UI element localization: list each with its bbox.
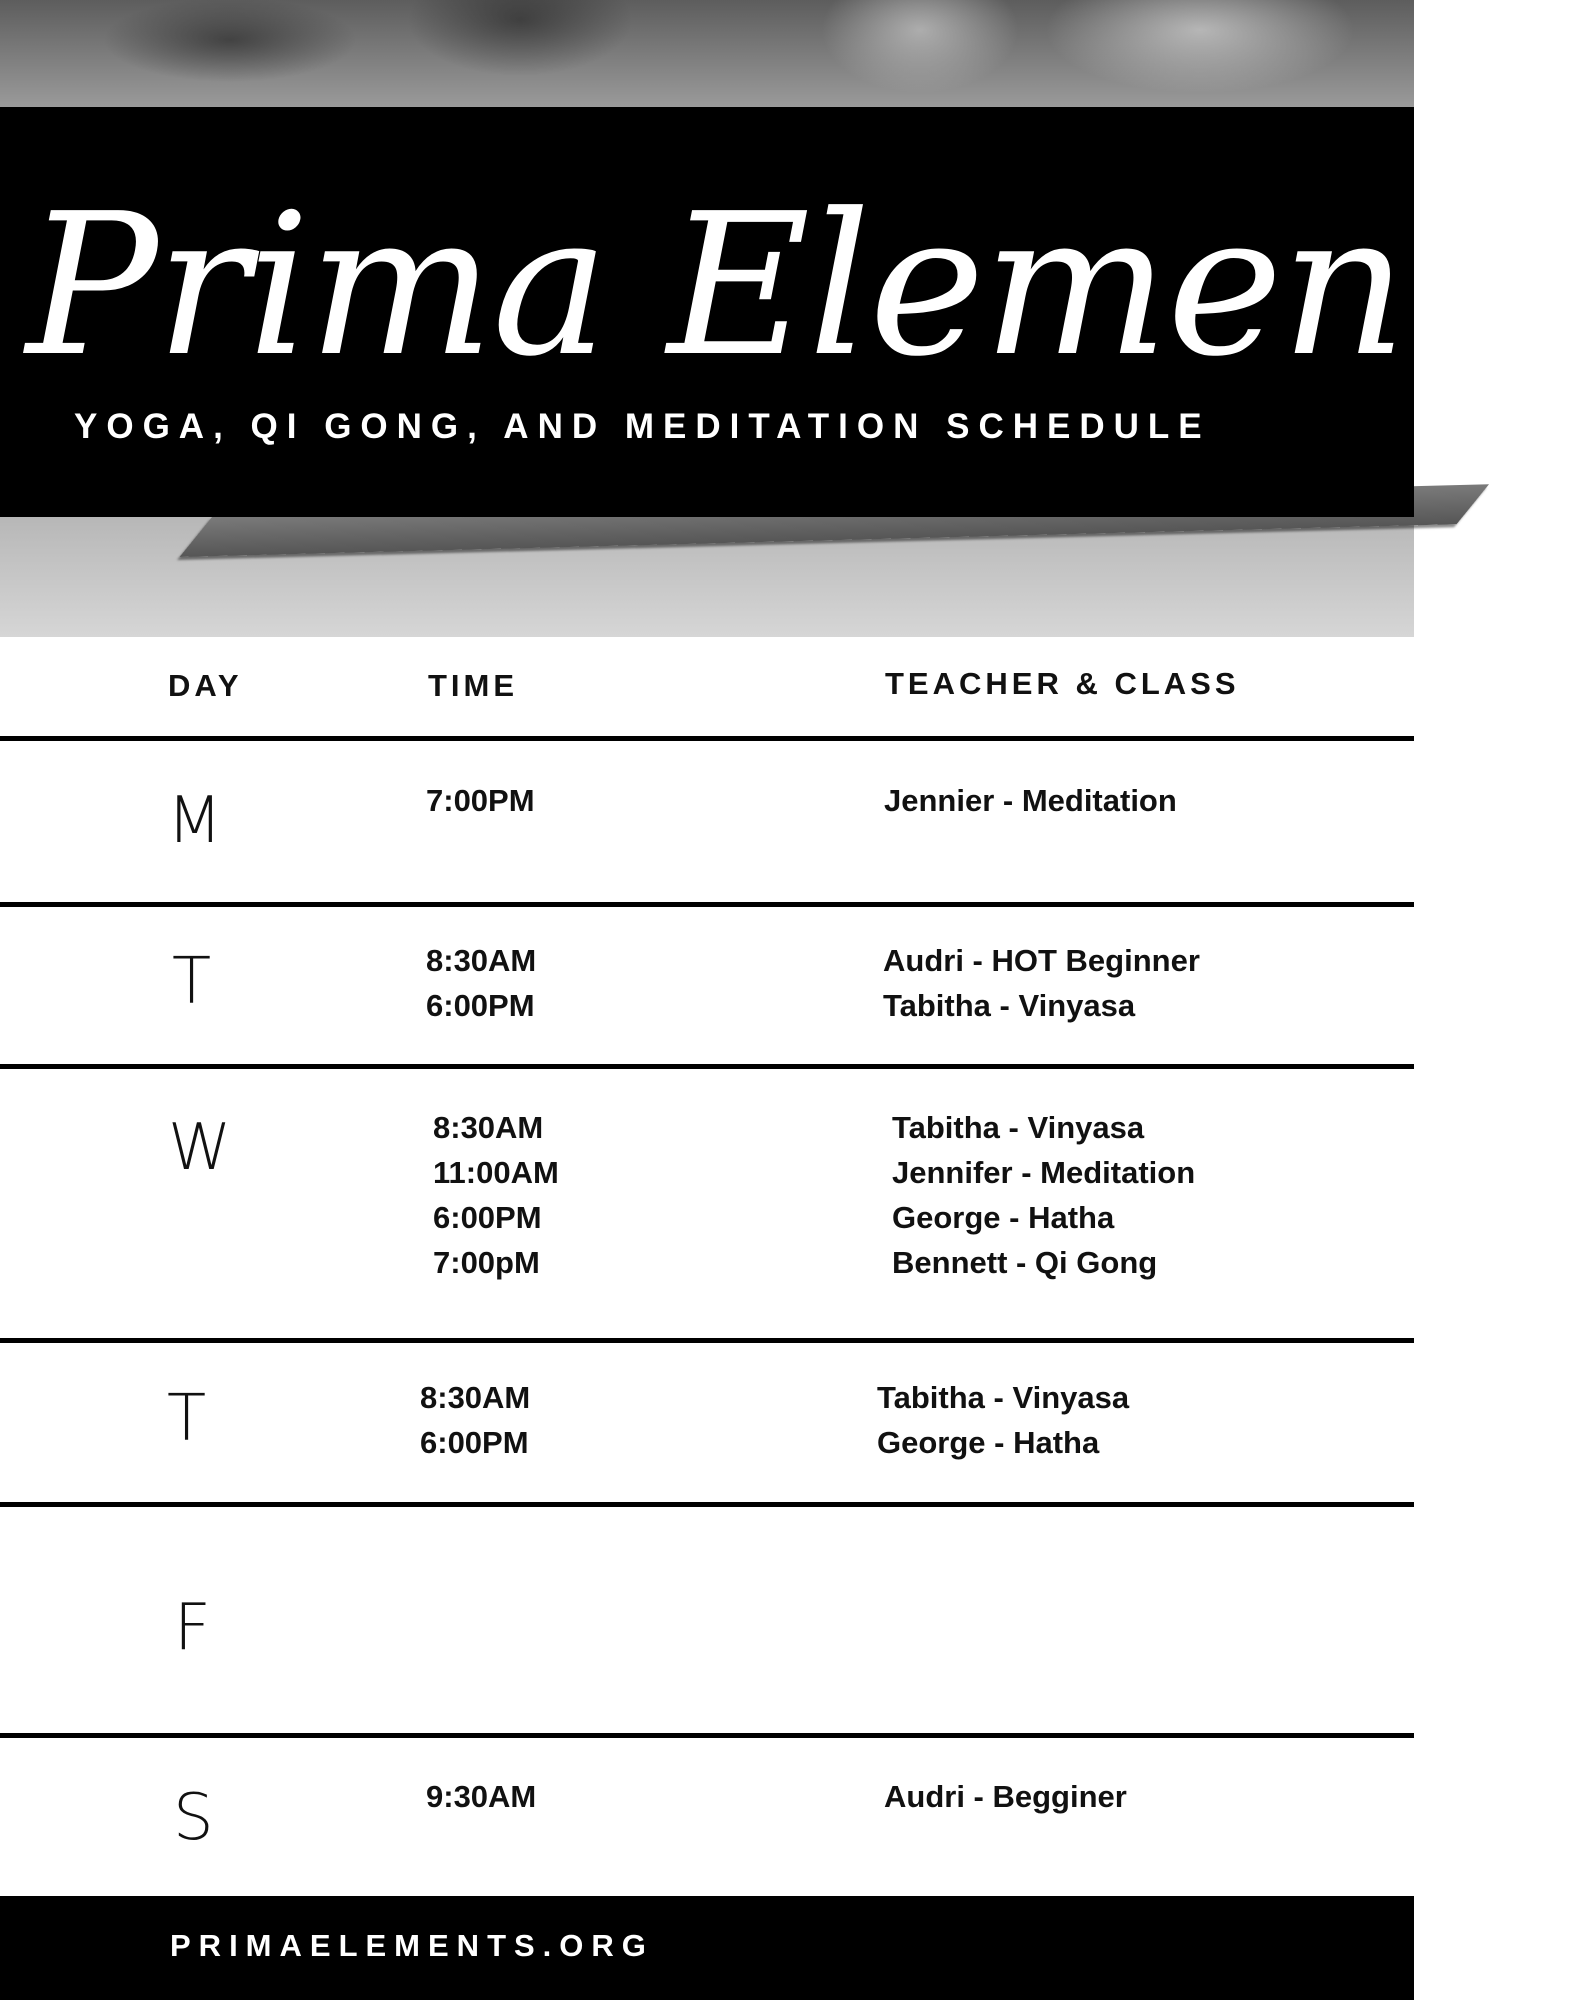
class-time: 7:00PM xyxy=(426,783,535,818)
teacher-class: Jennier - Meditation xyxy=(884,783,1177,818)
class-list xyxy=(892,1105,1195,1285)
website-link[interactable]: PRIMAELEMENTS.ORG xyxy=(170,1928,654,1963)
time-list xyxy=(433,1105,559,1285)
time-list xyxy=(426,1774,536,1819)
row-divider xyxy=(0,1502,1414,1507)
row-divider xyxy=(0,1064,1414,1069)
column-header-time: TIME xyxy=(428,668,519,703)
time-list xyxy=(426,778,535,823)
class-time: 8:30AM xyxy=(426,943,537,978)
class-time: 7:00pM xyxy=(433,1245,540,1280)
class-time: 8:30AM xyxy=(433,1110,544,1145)
day-label: T xyxy=(172,945,212,1019)
column-header-day: DAY xyxy=(168,668,243,703)
footer-bar xyxy=(0,1896,1414,2000)
teacher-class: Audri - HOT Beginner xyxy=(883,943,1200,978)
time-list xyxy=(420,1375,530,1465)
row-divider xyxy=(0,902,1414,907)
teacher-class: Tabitha - Vinyasa xyxy=(892,1110,1145,1145)
day-label: F xyxy=(174,1591,211,1665)
column-header-teacher-class: TEACHER & CLASS xyxy=(885,666,1240,701)
class-list xyxy=(884,778,1177,823)
teacher-class: Audri - Begginer xyxy=(884,1779,1127,1814)
page-title: Prima Elements xyxy=(26,172,1580,400)
day-label: W xyxy=(168,1111,232,1185)
class-time: 11:00AM xyxy=(433,1155,559,1190)
day-label: T xyxy=(167,1382,207,1456)
class-list xyxy=(884,1774,1127,1819)
teacher-class: Tabitha - Vinyasa xyxy=(877,1380,1130,1415)
row-divider xyxy=(0,1733,1414,1738)
teacher-class: George - Hatha xyxy=(892,1200,1115,1235)
yoga-class-photo-top xyxy=(0,0,1414,107)
class-list xyxy=(877,1375,1129,1465)
class-time: 6:00PM xyxy=(426,988,535,1023)
class-time: 8:30AM xyxy=(420,1380,531,1415)
teacher-class: Jennifer - Meditation xyxy=(892,1155,1196,1190)
class-time: 9:30AM xyxy=(426,1779,537,1814)
day-label: S xyxy=(173,1781,214,1855)
time-list xyxy=(426,938,536,1028)
class-time: 6:00PM xyxy=(420,1425,529,1460)
class-time: 6:00PM xyxy=(433,1200,542,1235)
class-list xyxy=(883,938,1200,1028)
row-divider xyxy=(0,1338,1414,1343)
page-subtitle: YOGA, QI GONG, AND MEDITATION SCHEDULE xyxy=(74,407,1211,446)
row-divider xyxy=(0,736,1414,741)
teacher-class: Tabitha - Vinyasa xyxy=(883,988,1136,1023)
teacher-class: Bennett - Qi Gong xyxy=(892,1245,1158,1280)
day-label: M xyxy=(167,784,223,858)
teacher-class: George - Hatha xyxy=(877,1425,1100,1460)
